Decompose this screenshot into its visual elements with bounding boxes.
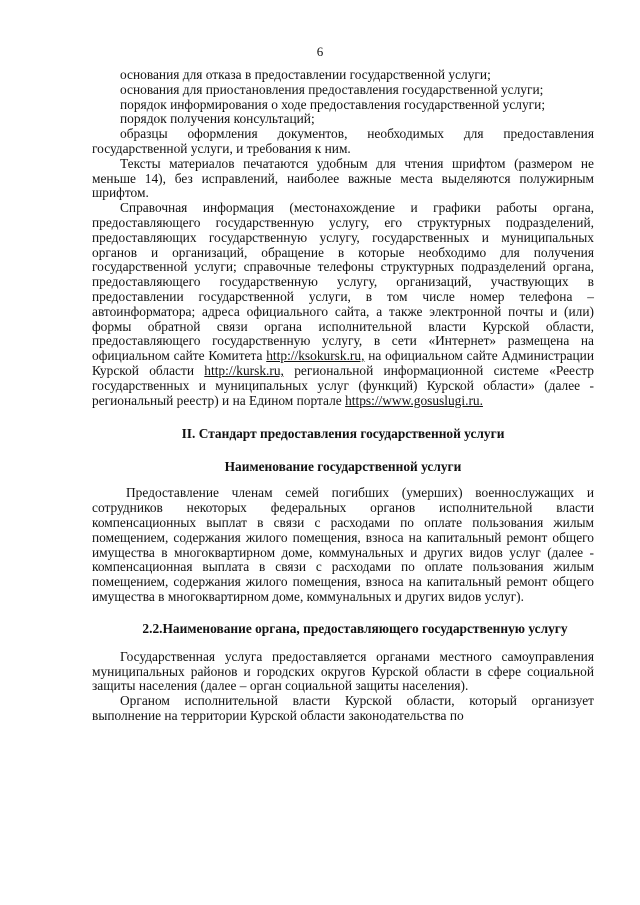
reference-info-paragraph bbox=[92, 201, 594, 408]
list-item: образцы оформления документов, необходимых для предоставления государственной услуги, и требования к ним. bbox=[92, 126, 594, 156]
section-heading: II. Стандарт предоставления государственной услуги bbox=[181, 426, 505, 442]
page-number: 6 bbox=[316, 44, 324, 59]
reference-text-2: на официальном сайте Администрации Курской области bbox=[92, 348, 594, 378]
service-name-heading: Наименование государственной услуги bbox=[224, 459, 462, 475]
service-name-paragraph: Предоставление членам семей погибших (умерших) военнослужащих и сотрудников некоторых федеральных органов исполнительной власти компенсационных выплат в связи с расходами по оплате пользования жилым помещением, содержания жилого помещения, взноса на капитальный ремонт общего имущества в многоквартирном доме, коммунальных и других видов услуг (далее - компенсационная выплата в связи с расходами по оплате пользования жилым помещением, содержания жилого помещения, взноса на капитальный ремонт общего имущества в многоквартирном доме, коммунальных и других видов услуг). bbox=[92, 485, 594, 604]
list-item: порядок получения консультаций; bbox=[120, 111, 315, 127]
provider-heading: 2.2.Наименование органа, предоставляющего государственную услугу bbox=[142, 620, 568, 636]
list-item: порядок информирования о ходе предоставления государственной услуги; bbox=[120, 96, 546, 112]
administration-site-link[interactable]: http://kursk.ru, bbox=[204, 362, 284, 378]
gosuslugi-link[interactable]: https://www.gosuslugi.ru. bbox=[345, 392, 483, 408]
provider-paragraph: Государственная услуга предоставляется органами местного самоуправления муниципальных районов и городских округов Курской области в сфере социальной защиты населения (далее – орган социальной защиты населения). bbox=[92, 648, 594, 694]
list-item: основания для приостановления предоставления государственной услуги; bbox=[120, 81, 544, 97]
committee-site-link[interactable]: http://ksokursk.ru, bbox=[266, 348, 365, 364]
font-requirements-paragraph: Тексты материалов печатаются удобным для чтения шрифтом (размером не меньше 14), без исправлений, наиболее важные места выделяются полужирным шрифтом. bbox=[92, 155, 594, 201]
executive-organ-paragraph: Органом исполнительной власти Курской области, который организует выполнение на территории Курской области законодательства по bbox=[92, 693, 594, 723]
reference-text-3: региональной информационной системе «Реестр государственных и муниципальных услуг (функций) Курской области» (далее - региональный реестр) и на Едином портале bbox=[92, 362, 594, 408]
reference-text-1: Справочная информация (местонахождение и графики работы органа, предоставляющего государственную услугу, его структурных подразделений, предоставляющих государственную услугу, государственных и муниципальных органов и организаций, обращение в которые необходимо для получения государственной услуги; справочные телефоны структурных подразделений органа, предоставляющего государственную услугу, организаций, участвующих в предоставлении государственной услуги, в том числе номер телефона – автоинформатора; адреса официального сайта, а также электронной почты и (или) формы обратной связи органа исполнительной власти Курской области, предоставляющего государственную услугу, в сети «Интернет» размещена на официальном сайте Комитета bbox=[92, 200, 594, 364]
list-item: основания для отказа в предоставлении государственной услуги; bbox=[120, 67, 491, 82]
document-body bbox=[92, 68, 594, 724]
